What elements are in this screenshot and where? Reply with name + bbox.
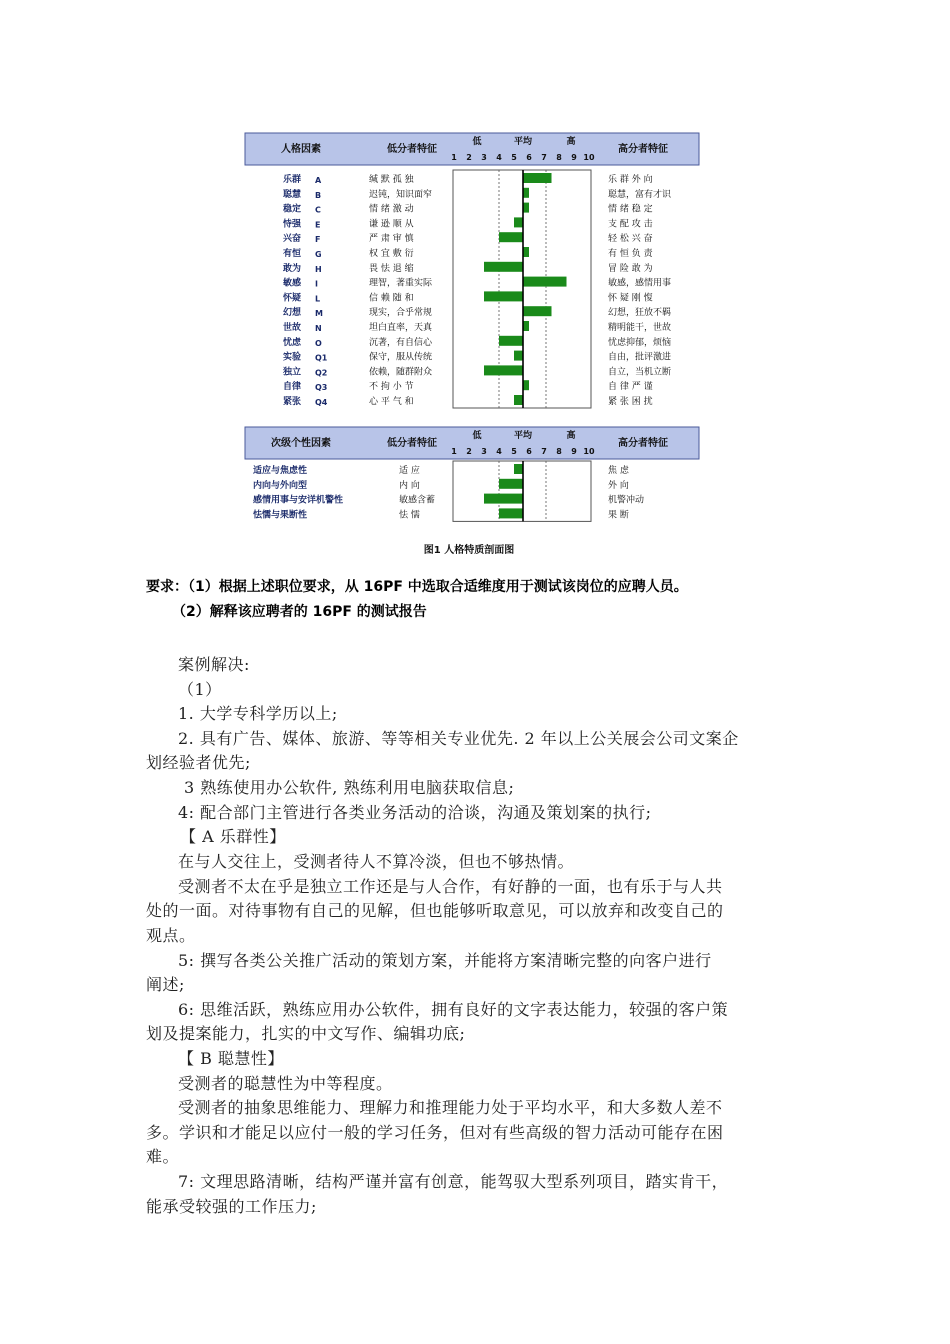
t1-high-trait: 轻 松 兴 奋 xyxy=(608,234,653,245)
body-line: 2. 具有广告、媒体、旅游、等等相关专业优先. 2 年以上公关展会公司文案企 xyxy=(178,729,739,748)
figure-caption: 图1 人格特质剖面图 xyxy=(423,545,515,556)
t1-factor-code: C xyxy=(315,205,321,215)
t2-scale-avg: 平均 xyxy=(513,431,533,441)
t1-high-trait: 自 律 严 谨 xyxy=(608,382,653,393)
body-line: 多。学识和才能足以应付一般的学习任务，但对有些高级的智力活动可能存在困 xyxy=(146,1123,724,1142)
t1-factor-name: 怀疑 xyxy=(283,293,302,304)
t1-score-bar xyxy=(499,232,523,242)
t1-low-trait: 沉著，有自信心 xyxy=(369,337,433,348)
t1-factor-code: B xyxy=(315,190,322,200)
t1-high-trait: 怀 疑 刚 愎 xyxy=(608,293,653,304)
t1-factor-code: M xyxy=(315,309,323,319)
t1-score-bar xyxy=(514,395,523,405)
body-line: 观点。 xyxy=(146,926,196,945)
body-line: 3 熟练使用办公软件, 熟练利用电脑获取信息; xyxy=(184,778,515,797)
t1-factor-code: N xyxy=(315,324,322,333)
t2-score-bar xyxy=(499,508,523,518)
t1-high-trait: 有 恒 负 责 xyxy=(608,249,653,259)
t2-high-trait: 焦 虑 xyxy=(608,466,629,476)
t1-low-trait: 依赖，随群附众 xyxy=(369,367,433,378)
t1-score-bar xyxy=(514,351,523,361)
t1-factor-name: 世故 xyxy=(283,323,302,333)
t2-scale-tick: 7 xyxy=(541,447,547,456)
t1-scale-tick: 9 xyxy=(571,153,577,162)
t1-low-trait: 保守，服从传统 xyxy=(369,352,433,363)
t2-scale-tick: 6 xyxy=(526,447,532,456)
t1-header-factor: 人格因素 xyxy=(281,144,321,155)
body-line: 受测者的聪慧性为中等程度。 xyxy=(178,1074,393,1093)
body-line: 7: 文理思路清晰，结构严谨并富有创意，能驾驭大型系列项目，踏实肯干， xyxy=(178,1172,729,1191)
t2-scale-tick: 1 xyxy=(451,447,457,456)
body-line: 1. 大学专科学历以上; xyxy=(178,704,338,723)
t1-low-trait: 现实，合乎常规 xyxy=(369,308,433,319)
t1-factor-code: A xyxy=(315,176,322,185)
t1-factor-name: 紧张 xyxy=(283,397,302,407)
personality-profile-figure xyxy=(233,120,713,572)
t1-high-trait: 紧 张 困 扰 xyxy=(608,397,653,407)
t1-scale-tick: 2 xyxy=(466,153,472,162)
t1-factor-name: 忧虑 xyxy=(283,337,302,348)
t1-scale-tick: 10 xyxy=(583,153,595,162)
t2-header-high: 高分者特征 xyxy=(618,438,668,449)
t2-score-bar xyxy=(499,479,523,489)
t1-score-bar xyxy=(523,321,529,331)
t1-low-trait: 信 赖 随 和 xyxy=(369,293,414,304)
t1-scale-tick: 3 xyxy=(481,153,487,162)
t1-header-high: 高分者特征 xyxy=(618,144,668,155)
t1-scale-high: 高 xyxy=(566,137,576,147)
t1-header-low: 低分者特征 xyxy=(387,144,437,155)
body-line: 【 B 聪慧性】 xyxy=(178,1049,284,1068)
t1-score-bar xyxy=(484,291,523,301)
requirement-line-1: 要求：（1）根据上述职位要求，从 16PF 中选取合适维度用于测试该岗位的应聘人员。 xyxy=(146,579,688,595)
body-line: 案例解决: xyxy=(178,655,250,674)
t2-scale-low: 低 xyxy=(472,431,482,441)
t1-scale-tick: 5 xyxy=(511,153,517,162)
t1-score-bar xyxy=(523,277,567,287)
t1-factor-name: 自律 xyxy=(283,382,302,393)
t2-high-trait: 果 断 xyxy=(608,510,629,521)
t1-high-trait: 敏感，感情用事 xyxy=(608,278,672,289)
t2-scale-tick: 8 xyxy=(556,447,562,456)
t2-low-trait: 怯 懦 xyxy=(399,510,420,521)
t1-factor-code: E xyxy=(315,220,321,230)
t1-low-trait: 理智，著重实际 xyxy=(369,278,433,289)
body-line: 划及提案能力，扎实的中文写作、编辑功底; xyxy=(146,1024,466,1043)
body-line: 受测者不太在乎是独立工作还是与人合作，有好静的一面，也有乐于与人共 xyxy=(178,877,723,896)
t1-factor-name: 聪慧 xyxy=(283,189,302,200)
body-line: 6: 思维活跃，熟练应用办公软件，拥有良好的文字表达能力，较强的客户策 xyxy=(178,1000,729,1019)
t1-factor-code: O xyxy=(315,338,322,348)
t2-header-factor: 次级个性因素 xyxy=(271,438,331,449)
t1-high-trait: 冒 险 敢 为 xyxy=(608,263,653,274)
t2-score-bar xyxy=(484,494,523,504)
t2-scale-tick: 10 xyxy=(583,447,595,456)
t1-scale-tick: 4 xyxy=(496,153,502,162)
t2-low-trait: 内 向 xyxy=(399,480,420,491)
t1-low-trait: 坦白直率，天真 xyxy=(369,323,433,333)
t1-score-bar xyxy=(484,262,523,272)
t2-scale-high: 高 xyxy=(566,431,576,441)
body-line: 受测者的抽象思维能力、理解力和推理能力处于平均水平，和大多数人差不 xyxy=(178,1098,723,1117)
body-line: 4: 配合部门主管进行各类业务活动的洽谈，沟通及策划案的执行; xyxy=(178,803,652,822)
body-line: 划经验者优先; xyxy=(146,753,251,772)
t1-factor-name: 兴奋 xyxy=(283,234,302,245)
t1-factor-code: Q2 xyxy=(315,368,328,378)
t1-scale-tick: 1 xyxy=(451,153,457,162)
body-line: 在与人交往上，受测者待人不算冷淡，但也不够热情。 xyxy=(178,852,575,871)
t1-scale-low: 低 xyxy=(472,137,482,147)
t1-factor-code: G xyxy=(315,250,322,259)
t1-low-trait: 畏 怯 退 缩 xyxy=(369,263,414,274)
t1-high-trait: 支 配 攻 击 xyxy=(608,219,653,230)
t1-scale-tick: 8 xyxy=(556,153,562,162)
t2-scale-tick: 4 xyxy=(496,447,502,456)
t2-scale-tick: 9 xyxy=(571,447,577,456)
t2-factor-name: 感情用事与安详机警性 xyxy=(253,495,344,506)
t1-high-trait: 精明能干，世故 xyxy=(608,323,672,333)
t1-low-trait: 严 肃 审 慎 xyxy=(369,234,414,245)
t1-low-trait: 谦 逊 顺 从 xyxy=(369,219,414,230)
t1-factor-name: 敏感 xyxy=(283,278,302,289)
t1-high-trait: 忧虑抑郁，烦恼 xyxy=(608,337,672,348)
t2-low-trait: 敏感含蓄 xyxy=(399,495,436,506)
t1-factor-code: I xyxy=(315,279,318,289)
t1-factor-name: 独立 xyxy=(283,367,302,378)
t1-factor-name: 实验 xyxy=(283,352,302,363)
t1-factor-name: 有恒 xyxy=(283,249,302,259)
t1-high-trait: 情 绪 稳 定 xyxy=(608,204,653,215)
t2-factor-name: 内向与外向型 xyxy=(253,480,308,491)
profile-chart xyxy=(233,120,713,572)
t2-header-low: 低分者特征 xyxy=(387,438,437,449)
body-line: 阐述; xyxy=(146,975,185,994)
t1-score-bar xyxy=(523,306,552,316)
t1-score-bar xyxy=(523,203,529,213)
t2-scale-tick: 2 xyxy=(466,447,472,456)
t1-factor-name: 敢为 xyxy=(283,263,302,274)
t1-low-trait: 心 平 气 和 xyxy=(369,397,414,407)
t1-factor-name: 恃强 xyxy=(283,219,302,230)
t1-scale-tick: 6 xyxy=(526,153,532,162)
t1-low-trait: 迟钝，知识面窄 xyxy=(369,189,433,200)
t2-factor-name: 怯懦与果断性 xyxy=(253,510,308,521)
t1-scale-tick: 7 xyxy=(541,153,547,162)
t2-high-trait: 外 向 xyxy=(608,480,629,491)
t1-factor-code: H xyxy=(315,264,322,274)
t1-score-bar xyxy=(523,380,529,390)
t1-score-bar xyxy=(523,173,552,183)
t1-low-trait: 缄 默 孤 独 xyxy=(369,175,414,185)
t1-factor-code: L xyxy=(315,294,321,304)
body-line: 5: 撰写各类公关推广活动的策划方案，并能将方案清晰完整的向客户进行 xyxy=(178,951,712,970)
t1-factor-code: F xyxy=(315,235,321,245)
t1-factor-name: 稳定 xyxy=(283,204,302,215)
body-line: 难。 xyxy=(146,1147,180,1166)
t1-high-trait: 幻想，狂放不羁 xyxy=(608,308,672,319)
t1-low-trait: 不 拘 小 节 xyxy=(369,382,414,393)
body-line: 处的一面。对待事物有自己的见解，但也能够听取意见，可以放弃和改变自己的 xyxy=(146,901,724,920)
t1-high-trait: 自由，批评激进 xyxy=(608,352,672,363)
t1-scale-avg: 平均 xyxy=(513,137,533,147)
t1-high-trait: 乐 群 外 向 xyxy=(608,175,653,185)
t2-low-trait: 适 应 xyxy=(399,466,420,476)
t1-high-trait: 聪慧，富有才识 xyxy=(608,189,672,200)
requirement-line-2: （2）解释该应聘者的 16PF 的测试报告 xyxy=(172,604,427,620)
t2-scale-tick: 5 xyxy=(511,447,517,456)
body-line: 【 A 乐群性】 xyxy=(180,827,286,846)
t1-score-bar xyxy=(523,188,529,198)
t1-factor-code: Q3 xyxy=(315,383,328,393)
t1-factor-code: Q4 xyxy=(315,398,328,407)
body-line: （1） xyxy=(178,680,222,699)
t1-factor-name: 乐群 xyxy=(283,175,302,185)
t1-score-bar xyxy=(514,217,523,227)
t1-low-trait: 权 宜 敷 衍 xyxy=(369,249,414,259)
t2-factor-name: 适应与焦虑性 xyxy=(253,466,308,476)
t1-score-bar xyxy=(499,336,523,346)
t1-high-trait: 自立，当机立断 xyxy=(608,367,672,378)
t1-factor-name: 幻想 xyxy=(283,308,302,319)
t1-low-trait: 情 绪 激 动 xyxy=(369,204,414,215)
t2-scale-tick: 3 xyxy=(481,447,487,456)
t2-score-bar xyxy=(514,464,523,474)
t1-score-bar xyxy=(523,247,529,257)
t1-score-bar xyxy=(484,365,523,375)
body-line: 能承受较强的工作压力; xyxy=(146,1197,317,1216)
t1-factor-code: Q1 xyxy=(315,353,328,363)
t2-high-trait: 机警冲动 xyxy=(608,495,645,506)
